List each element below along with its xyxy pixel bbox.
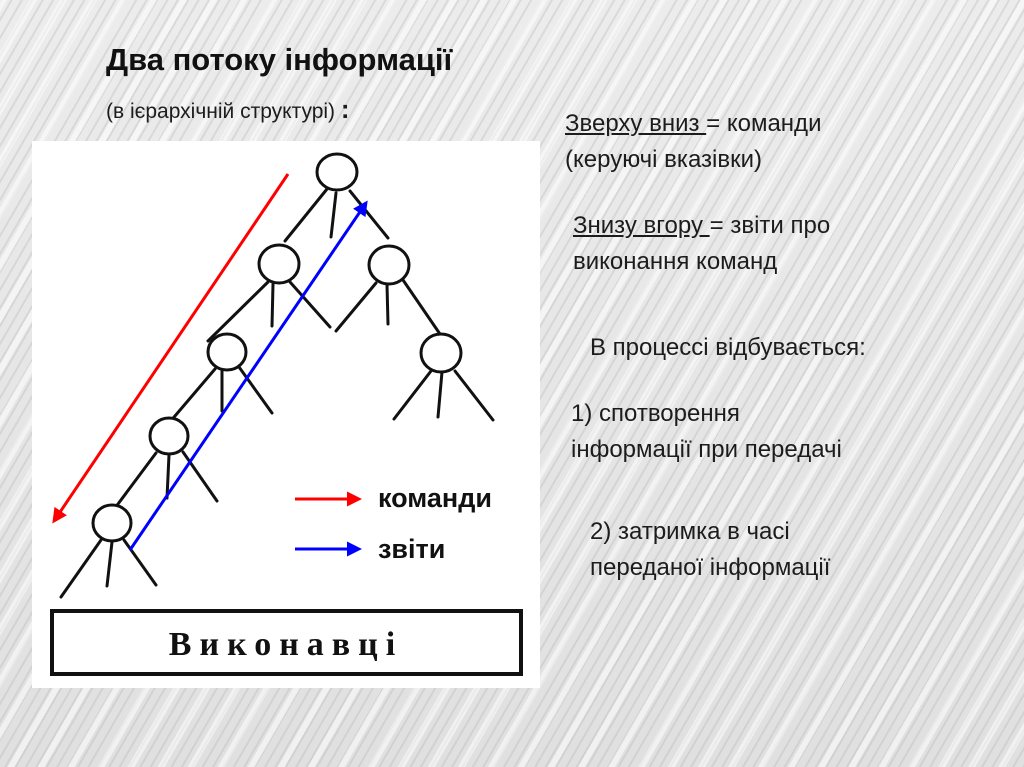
legend-reports-label: звіти: [378, 534, 446, 564]
executors-label: Виконавці: [168, 626, 404, 663]
item2-line2: переданої інформації: [590, 554, 831, 581]
bottom-up-term: Знизу вгору: [573, 212, 710, 239]
item1-line1: 1) спотворення: [571, 400, 740, 427]
top-down-line1: [565, 106, 821, 142]
bottom-up-description: [573, 208, 830, 280]
commands-arrow: [54, 174, 288, 521]
executors-box: [52, 611, 521, 674]
legend: [295, 483, 492, 564]
tree-node-l4: [93, 505, 131, 541]
tree-node-l1-left: [259, 245, 299, 283]
top-down-line2: (керуючі вказівки): [565, 146, 763, 173]
hierarchy-diagram-svg: [32, 141, 540, 688]
legend-commands-label: команди: [378, 483, 492, 513]
bottom-up-definition: = звіти про: [709, 212, 831, 239]
subtitle-text: (в ієрархічній структурі): [106, 100, 336, 123]
hierarchy-diagram: [32, 141, 540, 688]
top-down-definition: = команди: [706, 110, 822, 137]
tree-node-root: [317, 154, 357, 190]
tree-node-l1-right: [369, 246, 409, 284]
process-heading: В процессі відбувається:: [590, 334, 866, 361]
top-down-term: Зверху вниз: [565, 110, 707, 137]
tree-node-l2-right: [421, 334, 461, 372]
process-item-delay: [590, 514, 830, 586]
slide-subtitle: [106, 94, 350, 125]
bottom-up-line2: виконання команд: [573, 248, 778, 275]
item1-line2: інформації при передачі: [571, 436, 842, 463]
tree-node-l3: [150, 418, 188, 454]
slide-title: Два потоку інформації: [106, 42, 453, 77]
bottom-up-line1: [573, 208, 830, 244]
top-down-description: [565, 106, 821, 178]
subtitle-colon: :: [340, 94, 350, 124]
process-item-distortion: [571, 396, 842, 468]
tree-node-l2-left: [208, 334, 246, 370]
item2-line1: 2) затримка в часі: [590, 518, 790, 545]
